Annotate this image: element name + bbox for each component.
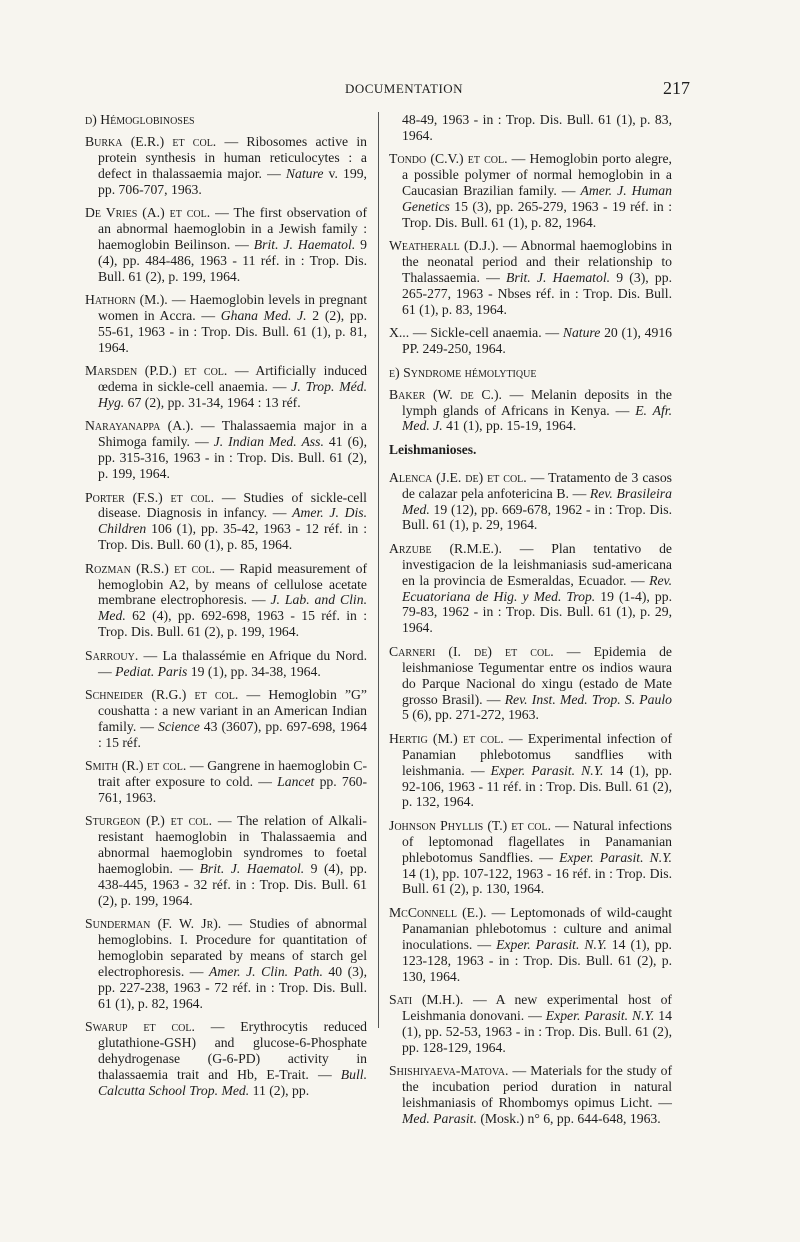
entry-author: Rozman (R.S.) et col. — [85, 560, 216, 576]
bibliography-entry — [389, 470, 672, 534]
entry-title: Experimental infection of Panamian phlebotomus sandflies with leishmania. — — [402, 730, 673, 778]
entry-author: Porter (F.S.) et col. — [85, 489, 215, 505]
entry-title: The first observation of an abnormal haemoglobin in a Jewish family : haemoglobin Beilinson. — — [98, 205, 367, 252]
bibliography-entry — [389, 387, 672, 435]
entry-separator: — — [138, 647, 163, 663]
bibliography-entry — [85, 490, 367, 554]
entry-separator: — — [212, 813, 238, 829]
bibliography-entry — [389, 731, 672, 811]
entry-author: Baker (W. de C.). — [389, 386, 502, 402]
entry-journal: Exper. Parasit. N.Y. — [559, 849, 672, 865]
entry-journal: J. Trop. Méd. Hyg. — [98, 379, 367, 410]
entry-details: 20 (1), 4916 PP. 249-250, 1964. — [402, 325, 673, 357]
entry-journal: E. Afr. Med. J. — [402, 402, 673, 434]
entry-author: Schneider (R.G.) et col. — [85, 687, 239, 702]
entry-author: Hathorn (M.). — [85, 292, 168, 308]
bibliography-entry — [85, 916, 367, 1011]
right-column — [389, 112, 672, 1134]
right-entries-b — [389, 387, 672, 435]
entry-author: Marsden (P.D.) et col. — [85, 363, 228, 379]
left-entries — [85, 134, 367, 1099]
entry-separator: — — [551, 817, 573, 833]
entry-title: Hemoglobin ”G” coushatta : a new variant in an American Indian family. — — [98, 687, 368, 734]
entry-details: 5 (6), pp. 271-272, 1963. — [402, 707, 539, 723]
bibliography-entry — [85, 292, 367, 356]
entry-separator: — — [167, 292, 190, 308]
bibliography-entry — [389, 644, 672, 724]
bibliography-entry — [85, 134, 367, 198]
entry-journal: Exper. Parasit. N.Y. — [490, 762, 604, 778]
entry-journal: Nature — [562, 325, 601, 341]
bibliography-entry — [85, 813, 367, 908]
entry-details: 19 (1), pp. 34-38, 1964. — [187, 663, 321, 679]
entry-separator: — — [193, 418, 222, 434]
entry-title: The relation of Alkali-resistant haemoglobin in Thalassaemia and abnormal haemoglobin syndromes to foetal haemoglobin. — — [98, 813, 367, 877]
entry-separator: — — [508, 1063, 531, 1079]
entry-title: Studies of abnormal hemoglobins. I. Procedure for quantitation of hemoglobin separated by means of starch gel electrophoresis. — — [98, 916, 367, 979]
entry-journal: Nature — [285, 165, 324, 181]
entry-title: Materials for the study of the incubation period duration in natural leishmaniasis of Rhombomys opimus Licht. — — [402, 1063, 672, 1110]
entry-details: 9 (4), pp. 484-486, 1963 - 11 réf. in : Trop. Dis. Bull. 61 (2), p. 199, 1964. — [98, 236, 368, 284]
entry-separator: — — [227, 363, 256, 379]
continuation-text: 48-49, 1963 - in : Trop. Dis. Bull. 61 (1), p. 83, 1964. — [402, 112, 672, 143]
entry-details: 9 (3), pp. 265-277, 1963 - Nbses réf. in : Trop. Dis. Bull. 61 (1), p. 83, 1964. — [402, 270, 672, 317]
bibliography-entry — [85, 687, 367, 751]
entry-title: Rapid measurement of hemoglobin A2, by means of cellulose acetate membrane electrophoresis. — — [98, 560, 368, 608]
entry-details: 41 (6), pp. 315-316, 1963 - in : Trop. Dis. Bull. 61 (2), p. 199, 1964. — [98, 434, 367, 482]
bibliography-entry — [389, 325, 672, 357]
entry-details: (Mosk.) n° 6, pp. 644-648, 1963. — [476, 1110, 661, 1126]
entry-details: v. 199, pp. 706-707, 1963. — [98, 165, 367, 197]
entry-journal: Bull. Calcutta School Trop. Med. — [98, 1066, 367, 1098]
entry-author: Smith (R.) et col. — [85, 758, 187, 774]
entry-author: De Vries (A.) et col. — [85, 205, 211, 221]
entry-title: Gangrene in haemoglobin C-trait after exposure to cold. — — [98, 758, 367, 790]
entry-author: Arzube (R.M.E.). — [389, 540, 502, 556]
entry-title: Plan tentativo de investigacion de la leishmaniasis sud-americana en la provincia de Esmeraldas, Ecuador. — — [402, 540, 672, 588]
page-header — [118, 78, 690, 100]
entry-separator: — — [498, 238, 521, 254]
entry-title: Tratamento de 3 casos de calazar pela anfotericina B. — — [402, 469, 672, 501]
entry-journal: Amer. J. Dis. Children — [98, 505, 368, 537]
bibliography-entry — [389, 905, 672, 985]
right-entries-c — [389, 470, 672, 1127]
entry-separator: — — [507, 151, 530, 167]
entry-title: Haemoglobin levels in pregnant women in Accra. — — [98, 292, 368, 323]
entry-author: Tondo (C.V.) et col. — [389, 151, 508, 167]
entry-author: Swarup et col. — [85, 1019, 195, 1035]
entry-title: A new experimental host of Leishmania donovani. — — [402, 991, 672, 1023]
entry-details: 14 (1), pp. 123-128, 1963 - in : Trop. Dis. Bull. 61 (2), p. 130, 1964. — [402, 936, 672, 984]
entry-separator: — — [210, 205, 234, 221]
entry-journal: J. Indian Med. Ass. — [213, 434, 324, 450]
column-divider — [378, 112, 379, 1028]
bibliography-entry — [389, 151, 672, 231]
entry-separator: — — [194, 1019, 241, 1035]
entry-journal: Amer. J. Clin. Path. — [209, 964, 323, 979]
entry-separator: — — [216, 133, 247, 149]
entry-details: 11 (2), pp. — [249, 1082, 310, 1098]
bibliography-entry — [389, 1063, 672, 1127]
entry-author: Burka (E.R.) et col. — [85, 133, 217, 149]
entry-separator: — — [186, 758, 208, 774]
entry-journal: Amer. J. Human Genetics — [402, 183, 672, 215]
entry-title: Studies of sickle-cell disease. Diagnosis in infancy. — — [98, 489, 367, 521]
entry-journal: Rev. Brasileira Med. — [402, 485, 672, 517]
entry-title: Hemoglobin porto alegre, a possible polymer of normal hemoglobin in a Caucasian Brazilian family. — — [402, 151, 672, 199]
right-entries-a — [389, 151, 672, 357]
entry-journal: Med. Parasit. — [402, 1110, 477, 1126]
bibliography-entry — [85, 418, 367, 482]
entry-author: Sati (M.H.). — [389, 991, 464, 1007]
entry-separator: — — [214, 489, 244, 505]
bibliography-entry — [389, 541, 672, 636]
bibliography-entry — [85, 561, 367, 641]
entry-separator: — — [501, 386, 532, 402]
entry-journal: Pediat. Paris — [115, 663, 188, 679]
entry-details: 67 (2), pp. 31-34, 1964 : 13 réf. — [124, 395, 301, 410]
section-title-hemoglobinoses: d) Hémoglobinoses — [85, 112, 195, 127]
entry-details: 14 (1), pp. 92-106, 1963 - 11 réf. in : Trop. Dis. Bull. 61 (2), p. 132, 1964. — [402, 762, 672, 810]
entry-details: 2 (2), pp. 55-61, 1963 - in : Trop. Dis. Bull. 61 (1), p. 81, 1964. — [98, 307, 367, 355]
left-column — [85, 112, 367, 1106]
entry-details: 15 (3), pp. 265-279, 1963 - 19 réf. in : Trop. Dis. Bull. 61 (1), p. 82, 1964. — [402, 199, 672, 230]
entry-journal: Rev. Inst. Med. Trop. S. Paulo — [504, 691, 673, 707]
entry-journal: Exper. Parasit. N.Y. — [545, 1007, 655, 1023]
entry-journal: Science — [157, 718, 200, 734]
entry-details: 19 (1-4), pp. 79-83, 1962 - in : Trop. Dis. Bull. 61 (1), p. 29, 1964. — [402, 588, 672, 636]
entry-author: McConnell (E.). — [389, 904, 487, 920]
bibliography-entry — [389, 818, 672, 898]
entry-author: Johnson Phyllis (T.) et col. — [389, 817, 552, 833]
bibliography-entry — [85, 1019, 367, 1099]
bibliography-entry — [85, 205, 367, 285]
entry-details: 14 (1), pp. 107-122, 1963 - 16 réf. in : Trop. Dis. Bull. 61 (2), p. 130, 1964. — [402, 865, 672, 897]
entry-title: Epidemia de leishmaniose Tegumentar entre os indios waura do Parque Nacional do xingu (estado de Mate grosso Brasil). — — [402, 643, 673, 707]
entry-separator: — — [221, 916, 250, 932]
entry-author: Narayanappa (A.). — [85, 418, 194, 434]
entry-title: Thalassaemia major in a Shimoga family. — — [98, 418, 367, 450]
entry-author: Sunderman (F. W. Jr). — [85, 916, 222, 932]
entry-details: 40 (3), pp. 227-238, 1963 - 72 réf. in : Trop. Dis. Bull. 61 (1), p. 82, 1964. — [98, 964, 367, 1011]
entry-separator: — — [215, 560, 240, 576]
bibliography-entry — [389, 238, 672, 318]
entry-author: Hertig (M.) et col. — [389, 730, 504, 746]
bibliography-entry — [85, 648, 367, 680]
entry-author: Alenca (J.E. de) et col. — [389, 469, 527, 485]
entry-title: Ribosomes active in protein synthesis in human reticulocytes : a defect in thalassaemia major. — — [98, 133, 367, 181]
bibliography-entry — [389, 992, 672, 1056]
entry-journal: Brit. J. Haematol. — [506, 270, 611, 286]
entry-title: Leptomonads of wild-caught Panamanian phlebotomus : culture and animal inoculations. — — [402, 904, 672, 952]
entry-author: Carneri (I. de) et col. — [389, 643, 554, 659]
entry-separator: — — [553, 643, 594, 659]
entry-details: 19 (12), pp. 669-678, 1962 - in : Trop. Dis. Bull. 61 (1), p. 29, 1964. — [402, 501, 672, 533]
entry-title: Abnormal haemoglobins in the neonatal period and their relationship to Thalassaemia. — — [402, 238, 673, 286]
entry-journal: Brit. J. Haematol. — [253, 236, 356, 252]
entry-journal: Brit. J. Haematol. — [199, 861, 305, 877]
entry-separator: — — [486, 904, 511, 920]
entry-separator: — — [463, 991, 496, 1007]
bibliography-entry — [85, 758, 367, 806]
entry-separator: — — [238, 687, 269, 702]
entry-details: 43 (3607), pp. 697-698, 1964 : 15 réf. — [98, 718, 367, 750]
running-title: DOCUMENTATION — [344, 81, 464, 96]
bibliography-entry — [85, 363, 367, 411]
entry-author: Sturgeon (P.) et col. — [85, 813, 213, 829]
entry-journal: Lancet — [277, 774, 315, 790]
entry-separator: — — [501, 540, 552, 556]
entry-journal: Rev. Ecuatoriana de Hig. y Med. Trop. — [402, 572, 672, 604]
section-title-hemolytic: e) Syndrome hémolytique — [389, 364, 537, 380]
page-number: 217 — [663, 78, 690, 98]
entry-separator: — — [503, 730, 528, 746]
subsection-leishmanioses: Leishmanioses. — [389, 441, 477, 457]
entry-details: 9 (4), pp. 438-445, 1963 - 32 réf. in : Trop. Dis. Bull. 61 (2), p. 199, 1964. — [98, 861, 367, 908]
entry-title: La thalassémie en Afrique du Nord. — — [98, 647, 367, 679]
entry-details: pp. 760-761, 1963. — [98, 774, 367, 805]
entry-author: Weatherall (D.J.). — [389, 238, 499, 254]
entry-title: Sickle-cell anaemia. — — [430, 325, 563, 341]
entry-separator: — — [409, 325, 431, 341]
entry-author: Shishiyaeva-Matova. — [389, 1063, 509, 1079]
entry-separator: — — [526, 469, 549, 485]
entry-journal: Ghana Med. J. — [220, 307, 307, 323]
entry-title: Melanin deposits in the lymph glands of Africans in Kenya. — — [402, 386, 672, 418]
entry-details: 41 (1), pp. 15-19, 1964. — [442, 418, 577, 434]
entry-journal: Exper. Parasit. N.Y. — [496, 936, 607, 952]
entry-details: 14 (1), pp. 52-53, 1963 - in : Trop. Dis. Bull. 61 (2), pp. 128-129, 1964. — [402, 1007, 672, 1055]
entry-author: X... — [389, 325, 410, 341]
entry-title: Natural infections of leptomonad flagellates in Panamanian phlebotomus Sandflies. — — [402, 817, 672, 865]
entry-title: Artificially induced œdema in sickle-cell anaemia. — — [98, 363, 367, 395]
entry-details: 106 (1), pp. 35-42, 1963 - 12 réf. in : Trop. Dis. Bull. 60 (1), p. 85, 1964. — [98, 521, 367, 553]
entry-title: Erythrocytis reduced glutathione-GSH) and glucose-6-Phosphate dehydrogenase (G-6-PD) activity in thalassaemia trait and Hb, E-Trait. — — [98, 1019, 367, 1082]
entry-author: Sarrouy. — [85, 647, 139, 663]
entry-details: 62 (4), pp. 692-698, 1963 - 15 réf. in : Trop. Dis. Bull. 61 (2), p. 199, 1964. — [98, 608, 367, 640]
entry-journal: J. Lab. and Clin. Med. — [98, 592, 367, 624]
